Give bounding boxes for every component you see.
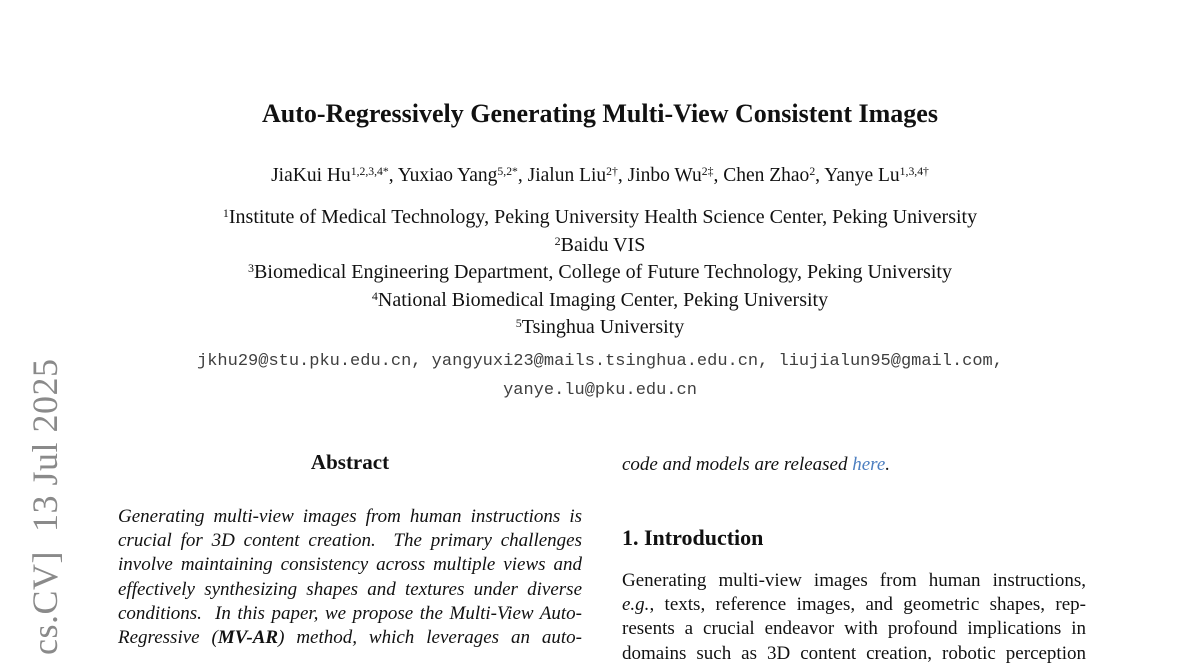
author-separator: , bbox=[617, 165, 628, 186]
abstract-heading: Abstract bbox=[310, 450, 390, 474]
author bbox=[398, 165, 528, 186]
intro-line-latin-abbrev: e.g. bbox=[622, 594, 650, 616]
affiliation bbox=[0, 259, 1200, 287]
abstract-line-segment: Regressive ( bbox=[118, 627, 218, 649]
arxiv-watermark: cs.CV] 13 Jul 2025 bbox=[25, 358, 65, 655]
author bbox=[271, 165, 398, 186]
paper-title: Auto-Regressively Generating Multi-View Consistent Images bbox=[262, 99, 938, 128]
author-name: Yuxiao Yang bbox=[397, 165, 498, 186]
abstract-line: crucial for 3D content creation. The primary challenges bbox=[118, 530, 582, 552]
author-superscript: 1,2,3,4* bbox=[350, 165, 389, 179]
code-release-link[interactable]: here bbox=[852, 454, 886, 475]
author-superscript: 5,2* bbox=[497, 165, 518, 179]
author bbox=[528, 165, 628, 186]
author-superscript: 2† bbox=[606, 165, 618, 179]
author bbox=[628, 165, 724, 186]
author bbox=[824, 165, 929, 186]
author-superscript: 1,3,4† bbox=[899, 165, 929, 179]
section-heading-introduction: 1. Introduction bbox=[622, 525, 764, 550]
intro-line bbox=[622, 593, 1086, 617]
code-release-text: code and models are released bbox=[622, 454, 853, 475]
affiliation-superscript: 5 bbox=[515, 316, 522, 331]
abstract-line bbox=[118, 626, 582, 650]
author-superscript: 2‡ bbox=[701, 165, 714, 179]
abstract-line-segment: ) method, which leverages an auto- bbox=[278, 627, 582, 649]
code-release-line bbox=[622, 453, 1086, 477]
affiliation-superscript: 1 bbox=[222, 206, 229, 220]
intro-line: domains such as 3D content creation, robotic perception bbox=[622, 642, 1086, 664]
affiliation-list bbox=[0, 204, 1200, 342]
author-superscript: 2 bbox=[809, 165, 816, 179]
affiliation-superscript: 4 bbox=[371, 288, 378, 303]
author-separator: , bbox=[713, 165, 724, 186]
affiliation-text: National Biomedical Imaging Center, Peking University bbox=[377, 288, 829, 311]
affiliation-text: Biomedical Engineering Department, College of Future Technology, Peking University bbox=[254, 261, 952, 284]
author-separator: , bbox=[517, 165, 528, 186]
intro-line: resents a crucial endeavor with profound implications in bbox=[622, 618, 1086, 640]
affiliation-superscript: 3 bbox=[248, 261, 255, 276]
affiliation bbox=[0, 287, 1200, 315]
author-separator: , bbox=[815, 165, 825, 186]
author-emails-line1: jkhu29@stu.pku.edu.cn, yangyuxi23@mails.tsinghua.edu.cn, liujialun95@gmail.com, bbox=[197, 352, 1003, 371]
affiliation-text: Institute of Medical Technology, Peking University Health Science Center, Peking University bbox=[228, 206, 978, 228]
introduction-body bbox=[622, 569, 1086, 666]
abstract-body bbox=[118, 505, 582, 650]
author-name: Chen Zhao bbox=[723, 165, 810, 186]
abstract-line: effectively synthesizing shapes and textures under diverse bbox=[118, 578, 582, 600]
author-name: JiaKui Hu bbox=[271, 165, 351, 186]
author-emails bbox=[0, 347, 1200, 405]
author-separator: , bbox=[388, 165, 398, 186]
abstract-line: Generating multi-view images from human instructions is bbox=[118, 506, 582, 527]
author bbox=[723, 165, 824, 186]
author-name: Jinbo Wu bbox=[627, 165, 702, 186]
author-list bbox=[0, 165, 1200, 187]
abstract-line: conditions. In this paper, we propose the Multi-View Auto- bbox=[118, 602, 582, 624]
author-emails-line2: yanye.lu@pku.edu.cn bbox=[503, 381, 697, 400]
affiliation bbox=[0, 204, 1200, 232]
intro-line: Generating multi-view images from human instructions, bbox=[622, 570, 1086, 591]
affiliation bbox=[0, 232, 1200, 260]
affiliation bbox=[0, 314, 1200, 342]
affiliation-text: Tsinghua University bbox=[521, 316, 685, 339]
author-name: Jialun Liu bbox=[527, 165, 607, 186]
affiliation-text: Baidu VIS bbox=[560, 233, 646, 256]
abstract-line: involve maintaining consistency across multiple views and bbox=[118, 554, 582, 576]
method-acronym: MV-AR bbox=[217, 627, 279, 649]
author-name: Yanye Lu bbox=[824, 165, 900, 186]
code-release-period: . bbox=[885, 454, 891, 475]
affiliation-superscript: 2 bbox=[554, 233, 561, 248]
intro-line-segment: , texts, reference images, and geometric shapes, rep- bbox=[649, 594, 1086, 616]
